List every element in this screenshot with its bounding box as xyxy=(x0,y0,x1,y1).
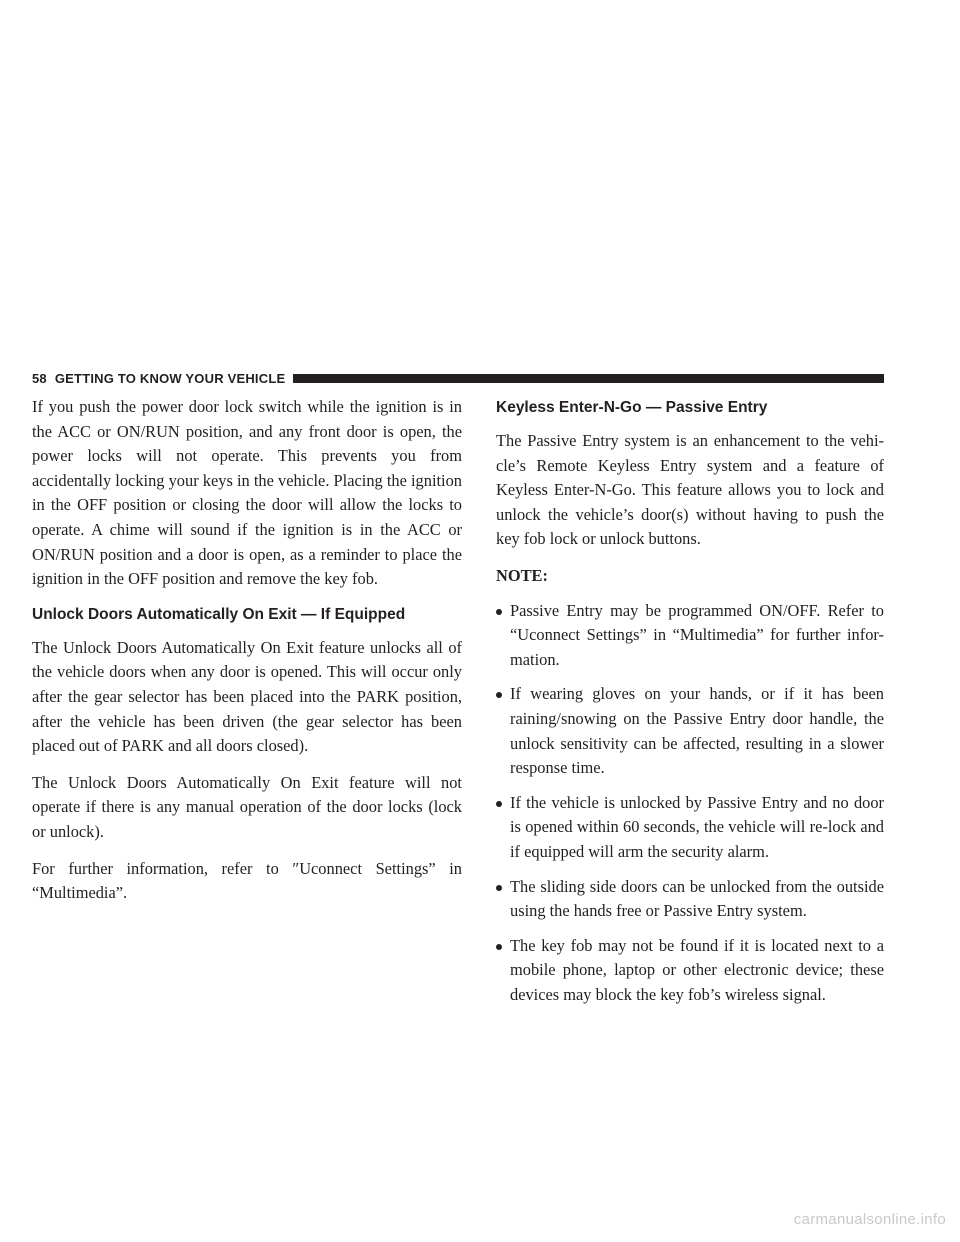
bullet-text: The sliding side doors can be unlocked from the outside using the hands free or Passive Entry system. xyxy=(510,876,884,921)
right-column xyxy=(496,395,884,1017)
watermark: carmanualsonline.info xyxy=(793,1211,946,1228)
heading-unlock-doors-on-exit: Unlock Doors Automatically On Exit — If Equipped xyxy=(32,605,406,623)
paragraph-power-lock-ignition: If you push the power door lock switch while the ignition is in the ACC or ON/RUN position, and any front door is open, the power locks will not operate. This prevents you from accidentally locking your keys in the vehicle. Placing the ignition in the OFF position or closing the door will allow the locks to operate. A chime will sound if the ignition is in the ACC or ON/RUN position and a door is open, as a reminder to place the ignition in the OFF position and remove the key fob. xyxy=(32,397,462,589)
left-column xyxy=(32,395,462,918)
paragraph-passive-entry-intro: The Passive Entry system is an enhancement to the vehi-cle’s Remote Keyless Entry system and a feature of Keyless Enter-N-Go. This feature allows you to lock and unlock the vehicle’s door(s) without having to push the key fob lock or unlock buttons. xyxy=(496,431,884,549)
header-rule xyxy=(293,374,884,383)
bullet-dot-icon xyxy=(496,885,502,891)
section-title: GETTING TO KNOW YOUR VEHICLE xyxy=(54,370,286,386)
bullet-item xyxy=(496,682,884,780)
bullet-dot-icon xyxy=(496,944,502,950)
bullet-dot-icon xyxy=(496,609,502,615)
bullet-item xyxy=(496,599,884,673)
paragraph-further-information: For further information, refer to ″Uconnect Settings” in “Multimedia”. xyxy=(32,858,462,903)
page-number: 58 xyxy=(32,370,47,386)
heading-keyless-enter-n-go: Keyless Enter-N-Go — Passive Entry xyxy=(496,399,768,416)
note-label: NOTE: xyxy=(496,565,548,585)
bullet-text: The key fob may not be found if it is located next to a mobile phone, laptop or other electronic device; these devices may block the key fob’s wireless signal. xyxy=(510,935,884,1004)
paragraph-unlock-doors-feature: The Unlock Doors Automatically On Exit feature unlocks all of the vehicle doors when any door is opened. This will occur only after the gear selector has been placed into the PARK position, after the vehicle has been driven (the gear selector has been placed out of PARK and all doors closed). xyxy=(32,637,462,756)
paragraph-unlock-doors-manual-operation: The Unlock Doors Automatically On Exit feature will not operate if there is any manual operation of the door locks (lock or unlock). xyxy=(32,772,462,841)
bullet-dot-icon xyxy=(496,692,502,698)
bullet-text: If the vehicle is unlocked by Passive Entry and no door is opened within 60 seconds, the vehicle will re-lock and if equipped will arm the security alarm. xyxy=(510,792,884,861)
bullet-text: Passive Entry may be programmed ON/OFF. Refer to “Uconnect Settings” in “Multimedia” for further infor-mation. xyxy=(510,600,884,669)
page-header xyxy=(32,370,884,386)
bullet-item xyxy=(496,934,884,1008)
bullet-dot-icon xyxy=(496,801,502,807)
bullet-item xyxy=(496,875,884,924)
note-bullet-list xyxy=(496,599,884,1008)
bullet-text: If wearing gloves on your hands, or if it has been raining/snowing on the Passive Entry door handle, the unlock sensitivity can be affected, resulting in a slower response time. xyxy=(510,684,884,778)
bullet-item xyxy=(496,791,884,865)
